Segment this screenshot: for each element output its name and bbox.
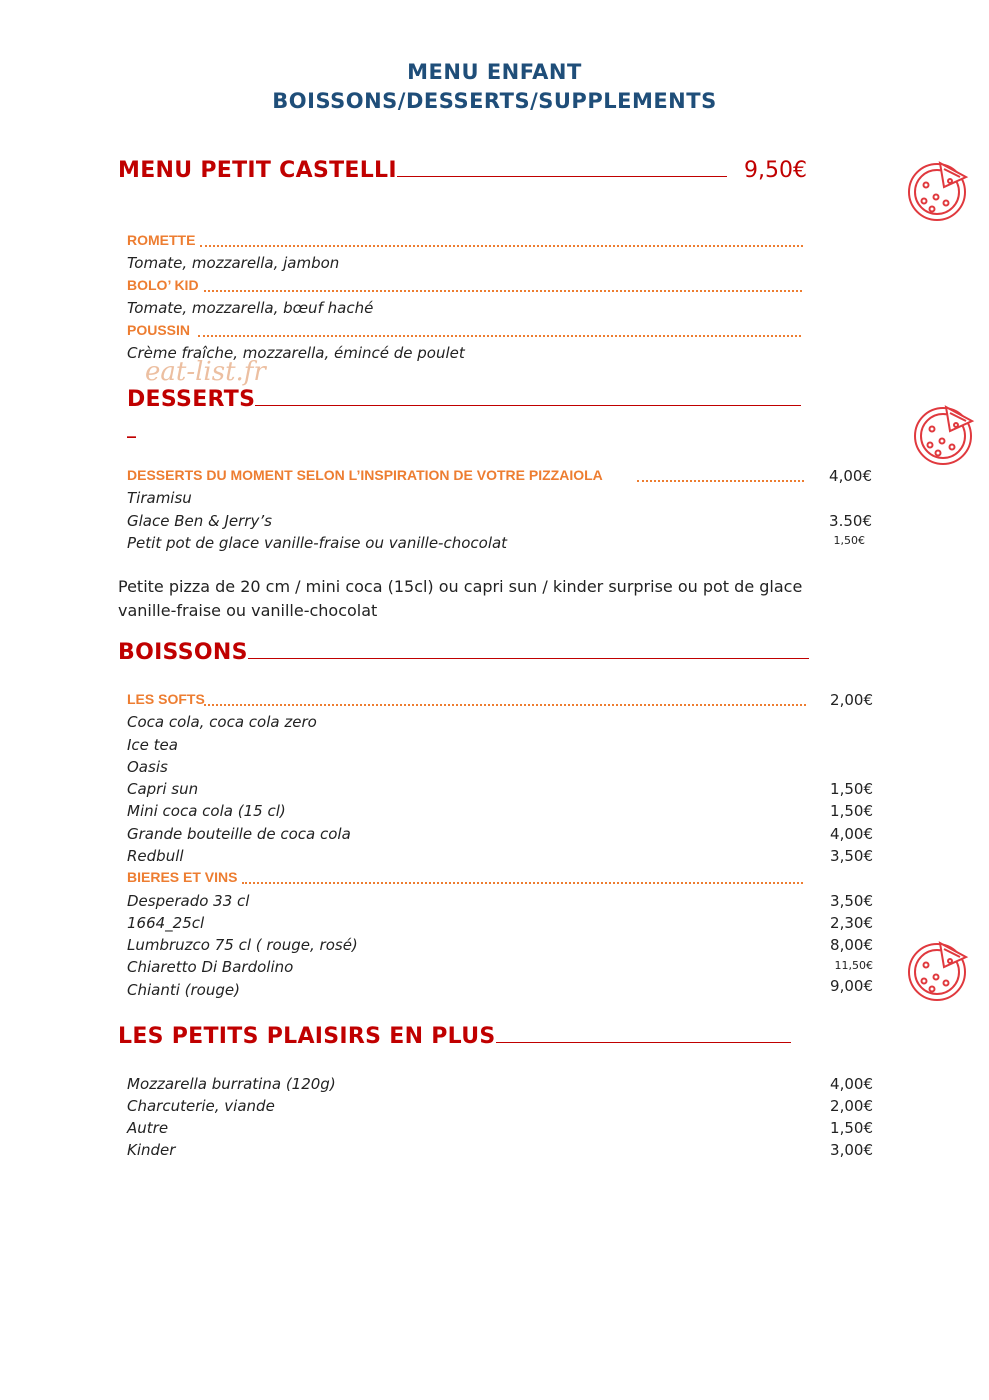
section-rule — [248, 658, 809, 659]
section-desserts — [127, 387, 801, 412]
drink-item: Chianti (rouge) — [127, 981, 240, 999]
drink-price: 2,30€ — [830, 914, 873, 932]
menu-enfant-note: Petite pizza de 20 cm / mini coca (15cl) ou capri sun / kinder surprise ou pot de glace vanille-fraise ou vanille-chocolat — [118, 577, 803, 620]
stray-underscore: _ — [127, 418, 137, 439]
bieres-category: BIERES ET VINS — [127, 869, 238, 885]
extra-price: 3,00€ — [830, 1141, 873, 1159]
extra-item: Charcuterie, viande — [127, 1097, 275, 1115]
menu-title: MENU ENFANT — [407, 60, 582, 84]
drink-price: 4,00€ — [830, 825, 873, 843]
pizza-description: Tomate, mozzarella, bœuf haché — [127, 299, 374, 317]
drink-item: 1664_25cl — [127, 914, 205, 932]
menu-petit-price: 9,50€ — [744, 158, 807, 183]
section-boissons — [118, 640, 809, 665]
desserts-category: DESSERTS DU MOMENT SELON L’INSPIRATION DE VOTRE PIZZAIOLA — [127, 467, 603, 483]
section-rule — [496, 1042, 791, 1043]
pizza-name: POUSSIN — [127, 322, 191, 338]
drink-item: Redbull — [127, 847, 184, 865]
drink-item: Capri sun — [127, 780, 199, 798]
drink-item: Oasis — [127, 758, 168, 776]
dessert-item: Petit pot de glace vanille-fraise ou vanille-chocolat — [127, 534, 508, 552]
drink-price: 9,00€ — [830, 977, 873, 995]
dot-leader — [198, 333, 801, 337]
drink-item: Chiaretto Di Bardolino — [127, 958, 294, 976]
extra-item: Kinder — [127, 1141, 176, 1159]
drink-price: 3,50€ — [830, 892, 873, 910]
dessert-item: Glace Ben & Jerry’s — [127, 512, 272, 530]
extra-price: 4,00€ — [830, 1075, 873, 1093]
drink-item: Grande bouteille de coca cola — [127, 825, 351, 843]
dot-leader — [200, 243, 803, 247]
pizza-icon — [912, 401, 978, 467]
section-desserts-title: DESSERTS — [127, 387, 256, 412]
drink-price: 1,50€ — [830, 780, 873, 798]
pizza-icon — [906, 937, 972, 1003]
section-menu-petit — [118, 158, 727, 183]
pizza-name: ROMETTE — [127, 232, 196, 248]
desserts-category-price: 4,00€ — [829, 467, 872, 485]
dot-leader — [204, 288, 802, 292]
watermark: eat-list.fr — [145, 357, 266, 387]
drink-item: Lumbruzco 75 cl ( rouge, rosé) — [127, 936, 358, 954]
dessert-price: 3.50€ — [829, 512, 872, 530]
dessert-price: 1,50€ — [833, 534, 865, 547]
extra-item: Mozzarella burratina (120g) — [127, 1075, 336, 1093]
extra-price: 2,00€ — [830, 1097, 873, 1115]
softs-category-price: 2,00€ — [830, 691, 873, 709]
drink-price: 8,00€ — [830, 936, 873, 954]
section-menu-petit-title: MENU PETIT CASTELLI — [118, 158, 397, 183]
pizza-name: BOLO’ KID — [127, 277, 199, 293]
drink-price: 11,50€ — [834, 959, 873, 972]
section-plaisirs — [118, 1024, 791, 1049]
dot-leader — [242, 880, 803, 884]
drink-item: Desperado 33 cl — [127, 892, 250, 910]
dot-leader — [204, 702, 806, 706]
drink-item: Mini coca cola (15 cl) — [127, 802, 286, 820]
extra-price: 1,50€ — [830, 1119, 873, 1137]
extra-item: Autre — [127, 1119, 169, 1137]
dot-leader — [637, 478, 804, 482]
drink-item: Ice tea — [127, 736, 178, 754]
section-rule — [397, 176, 727, 177]
pizza-description: Crème fraîche, mozzarella, émincé de poulet — [127, 344, 465, 362]
drink-price: 1,50€ — [830, 802, 873, 820]
section-plaisirs-title: LES PETITS PLAISIRS EN PLUS — [118, 1024, 496, 1049]
drink-item: Coca cola, coca cola zero — [127, 713, 317, 731]
menu-subtitle: BOISSONS/DESSERTS/SUPPLEMENTS — [272, 89, 717, 113]
pizza-icon — [906, 157, 972, 223]
pizza-description: Tomate, mozzarella, jambon — [127, 254, 340, 272]
section-rule — [255, 405, 801, 406]
dessert-item: Tiramisu — [127, 489, 192, 507]
section-boissons-title: BOISSONS — [118, 640, 248, 665]
drink-price: 3,50€ — [830, 847, 873, 865]
softs-category: LES SOFTS — [127, 691, 205, 707]
